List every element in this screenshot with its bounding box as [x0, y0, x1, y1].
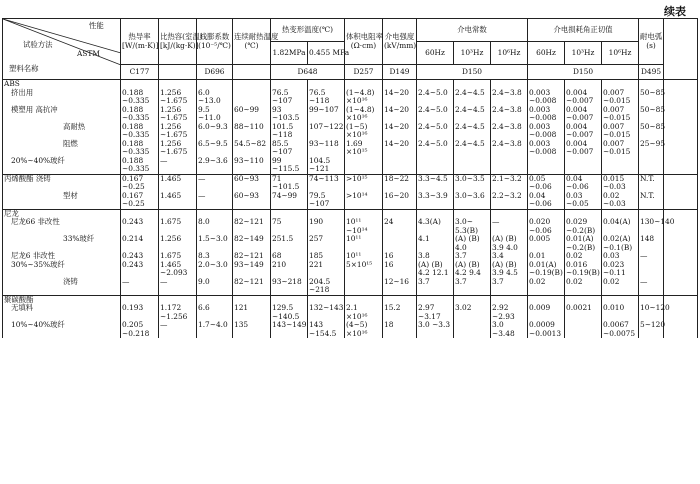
table-cell: 0.0009 ~0.0013	[528, 321, 565, 338]
row-label: 型材	[3, 192, 121, 210]
table-cell: 2.4~5.0	[417, 89, 454, 106]
table-cell: 88~110	[233, 123, 271, 140]
table-cell: 5×10¹⁵	[345, 261, 383, 278]
table-cell	[383, 157, 417, 175]
table-cell: 1.69 ×10¹⁵	[345, 140, 383, 157]
table-cell: 3.3~3.9	[417, 192, 454, 210]
table-cell: 3.3~4.5	[417, 174, 454, 192]
table-row	[3, 140, 698, 157]
table-cell: 16	[383, 261, 417, 278]
table-cell: 0.03 ~0.05	[565, 192, 602, 210]
table-cell: 0.003 ~0.008	[528, 140, 565, 157]
col-header: 体积电阻率 (Ω·cm)	[345, 19, 383, 65]
table-cell: 9.5 ~11.0	[197, 106, 233, 123]
table-cell: 101.5 ~118	[271, 123, 308, 140]
table-cell: 204.5 ~218	[308, 278, 345, 296]
table-cell: (A) (B) 4.2 9.4	[454, 261, 491, 278]
row-label: 浇铸	[3, 278, 121, 296]
col-header: 介电损耗角正切值	[528, 19, 639, 42]
table-cell: 0.243	[121, 261, 159, 278]
row-label: 无填料	[3, 304, 121, 321]
table-cell: (A) (B) 4.2 12.1	[417, 261, 454, 278]
table-cell: 1.5~3.0	[197, 235, 233, 252]
table-cell: 0.243	[121, 252, 159, 261]
table-cell: 75	[271, 218, 308, 235]
corner-method: 试验方法	[23, 40, 53, 49]
table-cell	[345, 157, 383, 175]
astm-code: D149	[383, 65, 417, 80]
table-row	[3, 218, 698, 235]
table-cell: 2.92 ~2.93	[491, 304, 528, 321]
table-cell: 76.5 ~107	[271, 89, 308, 106]
col-header: 热导率 [W/(m·K)]	[121, 19, 159, 65]
table-cell	[528, 157, 565, 175]
table-cell: 1.675	[159, 218, 197, 235]
table-cell: 3.7	[454, 278, 491, 296]
table-cell: 0.007 ~0.015	[602, 106, 639, 123]
continued-label: 续表	[664, 5, 686, 18]
row-label: 丙烯酸酯 浇铸	[3, 174, 121, 192]
table-cell: —	[159, 321, 197, 338]
table-cell: >10¹⁴	[345, 192, 383, 210]
table-cell: 60~99	[233, 106, 271, 123]
table-cell	[233, 89, 271, 106]
table-cell: 71 ~101.5	[271, 174, 308, 192]
table-cell	[417, 157, 454, 175]
table-cell	[345, 278, 383, 296]
table-cell: 24	[383, 218, 417, 235]
table-cell	[454, 321, 491, 338]
table-cell: 1.465	[159, 174, 197, 192]
table-cell: 0.188 ~0.335	[121, 123, 159, 140]
table-cell: 2.4~3.8	[491, 140, 528, 157]
table-cell: N.T.	[639, 174, 664, 192]
table-cell: 2.4~3.8	[491, 89, 528, 106]
table-cell: >10¹⁵	[345, 174, 383, 192]
table-cell: 68	[271, 252, 308, 261]
table-cell: 4.3(A)	[417, 218, 454, 235]
table-cell: 0.01	[528, 252, 565, 261]
table-cell: 129.5 ~140.5	[271, 304, 308, 321]
table-cell: 3.0~3.5	[454, 174, 491, 192]
table-row	[3, 321, 698, 338]
table-cell: 0.005	[528, 235, 565, 252]
table-cell: 0.01(A) ~0.19(B)	[529, 259, 563, 278]
table-cell: 132~143	[308, 304, 345, 321]
table-cell: 3.0~3.6	[454, 192, 491, 210]
astm-code: C177	[121, 65, 159, 80]
table-cell: 0.02	[565, 252, 602, 261]
table-cell: 1.256 ~1.675	[159, 89, 197, 106]
table-cell: (A) (B) 4.0	[454, 235, 491, 252]
sub-header: 10³Hz	[565, 42, 602, 65]
table-cell: 0.004 ~0.007	[565, 140, 602, 157]
table-cell: 3.7	[491, 278, 528, 296]
table-cell: 2.97 ~3.17	[417, 304, 454, 321]
table-cell: 221	[308, 261, 345, 278]
table-cell	[664, 106, 698, 123]
table-cell: 121	[233, 304, 271, 321]
astm-code: D257	[345, 65, 383, 80]
sub-header: 0.455 MPa	[308, 42, 345, 65]
table-row	[3, 106, 698, 123]
table-cell: 8.3	[197, 252, 233, 261]
table-cell: 14~20	[383, 123, 417, 140]
row-label: 挤出用	[3, 89, 121, 106]
table-cell: 93 ~103.5	[271, 106, 308, 123]
table-cell: —	[197, 192, 233, 210]
table-cell: 0.04(A)	[602, 218, 639, 235]
table-cell: 143 ~154.5	[308, 321, 345, 338]
table-cell: 6.0~9.3	[197, 123, 233, 140]
table-cell	[565, 321, 602, 338]
col-header: 介电常数	[417, 19, 528, 42]
table-cell: 93~149	[233, 261, 271, 278]
table-cell: 9.0	[197, 278, 233, 296]
corner-prop: 性能	[89, 21, 104, 30]
table-cell: 0.010	[602, 304, 639, 321]
table-cell: 251.5	[271, 235, 308, 252]
table-cell: 15.2	[383, 304, 417, 321]
table-cell: 0.009	[528, 304, 565, 321]
table-cell	[602, 157, 639, 175]
table-cell: 79.5 ~107	[308, 192, 345, 210]
row-label: 20%~40%玻纤	[3, 157, 121, 175]
table-cell: 143~149	[271, 321, 308, 338]
table-cell: 1.256 ~1.675	[159, 106, 197, 123]
property-table	[2, 18, 698, 338]
table-cell: (1~4.8) ×10¹⁶	[345, 89, 383, 106]
table-cell: 0.214	[121, 235, 159, 252]
table-cell: 0.188 ~0.335	[121, 106, 159, 123]
table-body	[3, 80, 698, 339]
table-row	[3, 278, 698, 296]
table-cell: 2.4~5.0	[417, 123, 454, 140]
row-label: 阻燃	[3, 140, 121, 157]
table-cell: 0.029 ~0.2(B)	[565, 218, 602, 235]
table-cell: 6.0 ~13.0	[197, 89, 233, 106]
table-cell: 1.256 ~1.675	[159, 140, 197, 157]
table-cell: 2.1 ×10¹⁶	[345, 304, 383, 321]
table-cell: 2.4~3.8	[491, 123, 528, 140]
sub-header: 10⁶Hz	[602, 42, 639, 65]
astm-code	[159, 65, 197, 80]
table-cell	[664, 261, 698, 278]
table-cell	[491, 157, 528, 175]
table-cell: 18~22	[383, 174, 417, 192]
table-cell	[664, 278, 698, 296]
corner-astm: ASTM	[77, 49, 100, 58]
table-cell: 82~149	[233, 235, 271, 252]
table-cell: 1.172 ~1.256	[159, 304, 197, 321]
table-cell: 210	[271, 261, 308, 278]
table-cell: 50~85	[639, 123, 664, 140]
table-cell: 3.7	[454, 252, 491, 261]
table-cell: 54.5~82	[233, 140, 271, 157]
table-cell: 2.4~4.5	[454, 89, 491, 106]
table-cell: 0.167 ~0.25	[121, 192, 159, 210]
table-cell	[639, 157, 664, 175]
table-cell: 1.465 ~2.093	[159, 261, 197, 278]
table-cell: 0.188 ~0.335	[121, 140, 159, 157]
table-cell: 0.007 ~0.015	[602, 123, 639, 140]
table-cell: (A) (B) 3.9 4.5	[491, 261, 528, 278]
astm-code: D648	[271, 65, 345, 80]
table-cell	[664, 80, 698, 89]
table-cell: 0.02(A) ~0.1(B)	[602, 235, 639, 252]
table-cell	[664, 321, 698, 338]
table-cell: 82~121	[233, 252, 271, 261]
table-cell: 2.4~3.8	[491, 106, 528, 123]
table-cell	[664, 235, 698, 252]
col-header: 热变形温度(℃)	[271, 19, 345, 42]
table-cell: 0.003 ~0.008	[528, 123, 565, 140]
row-label: 10%~40%玻纤	[3, 321, 121, 338]
table-cell: 0.04 ~0.06	[528, 192, 565, 210]
table-cell	[639, 261, 664, 278]
table-cell: 148	[639, 235, 664, 252]
table-cell: 5~120	[639, 321, 664, 338]
table-cell	[565, 157, 602, 175]
table-cell: 0.243	[121, 218, 159, 235]
table-cell: 0.02	[602, 278, 639, 296]
table-cell	[664, 192, 698, 210]
table-cell: 60~93	[233, 174, 271, 192]
table-cell: 0.003 ~0.008	[528, 89, 565, 106]
table-cell: 2.1~3.2	[491, 174, 528, 192]
sub-header: 10⁶Hz	[491, 42, 528, 65]
table-cell: —	[639, 278, 664, 296]
table-row	[3, 192, 698, 210]
table-cell: 82~121	[233, 218, 271, 235]
table-cell: 74~113	[308, 174, 345, 192]
table-cell	[664, 252, 698, 261]
table-cell: 10¹¹	[345, 252, 383, 261]
row-label: 模塑用 高抗冲	[3, 106, 121, 123]
table-cell: 0.007 ~0.015	[602, 140, 639, 157]
table-cell: 2.4~5.0	[417, 140, 454, 157]
table-cell: N.T.	[639, 192, 664, 210]
astm-code: D495	[639, 65, 664, 80]
table-cell: 0.03	[602, 252, 639, 261]
table-cell: 185	[308, 252, 345, 261]
table-cell	[233, 80, 271, 89]
table-cell: 60~93	[233, 192, 271, 210]
table-cell	[664, 140, 698, 157]
col-header: 比热容(室温) [kJ/(kg·K)]	[159, 19, 197, 65]
table-cell: 0.003 ~0.008	[528, 106, 565, 123]
table-cell: 135	[233, 321, 271, 338]
table-cell: 107~122	[308, 123, 345, 140]
table-cell: 1.256 ~1.675	[159, 123, 197, 140]
table-cell: 10¹¹ ~10¹⁴	[345, 218, 383, 235]
table-cell: —	[121, 278, 159, 296]
table-cell: 25~95	[639, 140, 664, 157]
table-row	[3, 235, 698, 252]
table-row	[3, 304, 698, 321]
astm-code: D150	[417, 65, 528, 80]
table-cell: 0.05 ~0.06	[528, 174, 565, 192]
table-cell: 130~140	[639, 218, 664, 235]
astm-code	[233, 65, 271, 80]
table-cell: 18	[383, 321, 417, 338]
table-cell: —	[639, 252, 664, 261]
table-cell: 0.023 ~0.11	[602, 261, 639, 278]
row-label: ABS	[3, 80, 121, 89]
table-cell: 10¹¹	[345, 235, 383, 252]
table-cell: 99 ~115.5	[271, 157, 308, 175]
table-cell: 3.4	[491, 252, 528, 261]
table-cell: 0.188 ~0.335	[121, 89, 159, 106]
astm-code: D696	[197, 65, 233, 80]
table-cell: 1.7~4.0	[197, 321, 233, 338]
table-cell	[664, 123, 698, 140]
table-cell: 2.4~5.0	[417, 106, 454, 123]
sub-header: 60Hz	[417, 42, 454, 65]
table-cell: 3.7	[417, 278, 454, 296]
table-cell: 16~20	[383, 192, 417, 210]
table-cell: 3.0 ~3.3	[417, 321, 454, 338]
table-cell: 0.0021	[565, 304, 602, 321]
astm-code: D150	[528, 65, 639, 80]
table-cell: 3.0~ 5.3(B)	[454, 218, 491, 235]
table-cell: 2.4~4.5	[454, 123, 491, 140]
table-cell: 0.205 ~0.218	[121, 321, 159, 338]
table-cell: 3.8	[417, 252, 454, 261]
sub-header: 1.82MPa	[271, 42, 308, 65]
table-cell: 14~20	[383, 140, 417, 157]
table-cell: 0.020 ~0.06	[528, 218, 565, 235]
table-cell: 0.0067 ~0.0075	[602, 321, 639, 338]
col-header: 介电强度 (kV/mm)	[383, 19, 417, 65]
table-cell: 257	[308, 235, 345, 252]
table-cell: 16	[383, 252, 417, 261]
table-cell: 0.004 ~0.007	[565, 106, 602, 123]
table-cell: —	[491, 218, 528, 235]
table-cell: —	[159, 157, 197, 175]
row-label: 33%玻纤	[3, 235, 121, 252]
table-cell	[454, 157, 491, 175]
table-cell: 0.01(A) ~0.2(B)	[565, 235, 602, 252]
table-row	[3, 89, 698, 106]
corner-name: 塑料名称	[9, 64, 39, 73]
table-cell: —	[159, 278, 197, 296]
row-label: 尼龙66 非改性	[3, 218, 121, 235]
col-header: 连续耐热温度 (℃)	[233, 19, 271, 65]
row-label: 30%~35%玻纤	[3, 261, 121, 278]
table-cell: 50~85	[639, 89, 664, 106]
table-cell: 0.167 ~0.25	[121, 174, 159, 192]
table-cell: 14~20	[383, 106, 417, 123]
table-cell: 4.1	[417, 235, 454, 252]
table-cell: 2.9~3.6	[197, 157, 233, 175]
table-cell: —	[197, 174, 233, 192]
row-label: 尼龙	[3, 209, 121, 218]
row-label: 尼龙6 非改性	[3, 252, 121, 261]
table-cell: 0.004 ~0.007	[565, 89, 602, 106]
table-cell: 0.004 ~0.007	[565, 123, 602, 140]
table-cell: 1.256	[159, 235, 197, 252]
table-row	[3, 123, 698, 140]
table-cell: 2.0~3.0	[197, 261, 233, 278]
col-header-blank	[664, 19, 698, 80]
table-cell: 8.0	[197, 218, 233, 235]
table-cell	[664, 157, 698, 175]
table-row	[3, 157, 698, 175]
table-cell: 2.2~3.2	[491, 192, 528, 210]
row-label: 高耐热	[3, 123, 121, 140]
table-cell: 74~99	[271, 192, 308, 210]
table-row	[3, 261, 698, 278]
table-cell: 0.04 ~0.06	[565, 174, 602, 192]
table-row	[3, 174, 698, 192]
table-cell: 6.5~9.5	[197, 140, 233, 157]
table-cell: 0.188 ~0.335	[121, 157, 159, 175]
col-header: 线膨系数 (10⁻⁵/℃)	[197, 19, 233, 65]
table-cell: 12~16	[383, 278, 417, 296]
table-cell: 3.0 ~3.48	[491, 321, 528, 338]
table-cell: 76.5 ~118	[308, 89, 345, 106]
table-cell: 190	[308, 218, 345, 235]
table-cell: 93~218	[271, 278, 308, 296]
table-cell: 82~121	[233, 278, 271, 296]
table-cell: (1~4.8) ×10¹⁶	[345, 106, 383, 123]
table-cell: (4~5) ×10¹⁶	[345, 321, 383, 338]
table-cell: 85.5 ~107	[271, 140, 308, 157]
table-cell: 50~85	[639, 106, 664, 123]
sub-header: 10³Hz	[454, 42, 491, 65]
table-cell: 99~107	[308, 106, 345, 123]
table-cell	[383, 235, 417, 252]
header-corner	[3, 19, 121, 80]
table-cell: 10~120	[639, 304, 664, 321]
table-cell	[664, 174, 698, 192]
table-cell: 0.02	[528, 278, 565, 296]
table-cell: 93~110	[233, 157, 271, 175]
table-cell: 0.016 ~0.19(B)	[566, 259, 600, 278]
table-cell: 0.02	[565, 278, 602, 296]
table-cell: 104.5 ~121	[308, 157, 345, 175]
table-cell: 3.02	[454, 304, 491, 321]
table-cell: 0.007 ~0.015	[602, 89, 639, 106]
table-cell: 1.465	[159, 192, 197, 210]
table-cell: 93~118	[308, 140, 345, 157]
table-cell: 6.6	[197, 304, 233, 321]
table-cell: (1~5) ×10¹⁶	[345, 123, 383, 140]
table-cell: (A) (B) 3.9 4.0	[491, 235, 528, 252]
table-cell: 2.4~4.5	[454, 140, 491, 157]
col-header: 耐电弧 (s)	[639, 19, 664, 65]
table-cell: 0.193	[121, 304, 159, 321]
table-cell: 1.675	[159, 252, 197, 261]
table-cell: 0.02 ~0.03	[602, 192, 639, 210]
row-label: 聚碳酸酯	[3, 295, 121, 304]
table-cell: 2.4~4.5	[454, 106, 491, 123]
table-cell	[664, 89, 698, 106]
sub-header: 60Hz	[528, 42, 565, 65]
table-cell: 14~20	[383, 89, 417, 106]
table-cell: 0.015 ~0.03	[602, 174, 639, 192]
